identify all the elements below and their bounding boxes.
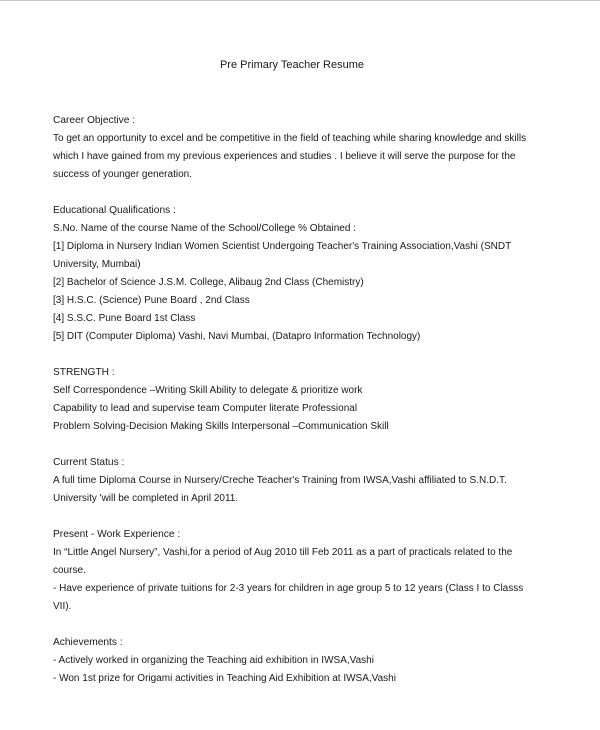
experience-line: - Have experience of private tuitions for 2-3 years for children in age group 5 to 12 years (Class I to Classs — [53, 583, 524, 594]
career-objective-line: To get an opportunity to excel and be competitive in the field of teaching while sharing knowledge and skills — [53, 133, 527, 144]
education-item: [5] DIT (Computer Diploma) Vashi, Navi Mumbai, (Datapro Information Technology) — [53, 331, 421, 342]
current-status-heading: Current Status : — [53, 457, 125, 468]
strength-line: Problem Solving-Decision Making Skills Interpersonal –Communication Skill — [53, 421, 389, 432]
education-item: [1] Diploma in Nursery Indian Women Scientist Undergoing Teacher's Training Association,Vashi (SNDT — [53, 241, 512, 252]
education-item: [2] Bachelor of Science J.S.M. College, Alibaug 2nd Class (Chemistry) — [53, 277, 364, 288]
education-item: [3] H.S.C. (Science) Pune Board , 2nd Class — [53, 295, 250, 306]
experience-section — [53, 526, 573, 616]
resume-body — [53, 112, 573, 706]
education-heading: Educational Qualifications : — [53, 205, 176, 216]
current-status-line: A full time Diploma Course in Nursery/Creche Teacher's Training from IWSA,Vashi affiliated to S.N.D.T. — [53, 475, 507, 486]
career-objective-section — [53, 112, 573, 184]
career-objective-line: which I have gained from my previous experiences and studies . I believe it will serve the purpose for the — [53, 151, 516, 162]
career-objective-line: success of younger generation. — [53, 169, 192, 180]
strength-line: Self Correspondence –Writing Skill Ability to delegate & prioritize work — [53, 385, 363, 396]
strength-line: Capability to lead and supervise team Computer literate Professional — [53, 403, 358, 414]
career-objective-heading: Career Objective : — [53, 115, 136, 126]
education-section — [53, 202, 573, 346]
page-title-text: Pre Primary Teacher Resume — [219, 59, 365, 71]
current-status-section — [53, 454, 573, 508]
achievements-section — [53, 634, 573, 688]
education-item: [4] S.S.C. Pune Board 1st Class — [53, 313, 196, 324]
education-columns-line: S.No. Name of the course Name of the School/College % Obtained : — [53, 223, 356, 234]
achievements-heading: Achievements : — [53, 637, 123, 648]
education-item: University, Mumbai) — [53, 259, 141, 270]
strength-heading: STRENGTH : — [53, 367, 115, 378]
achievements-line: - Actively worked in organizing the Teaching aid exhibition in IWSA,Vashi — [53, 655, 374, 666]
experience-line: course. — [53, 565, 86, 576]
experience-line: In “Little Angel Nursery”, Vashi,for a period of Aug 2010 till Feb 2011 as a part of practicals related to the — [53, 547, 513, 558]
achievements-line: - Won 1st prize for Origami activities in Teaching Aid Exhibition at IWSA,Vashi — [53, 673, 396, 684]
strength-section — [53, 364, 573, 436]
education-list — [53, 238, 573, 346]
experience-heading: Present - Work Experience : — [53, 529, 181, 540]
experience-line: VII). — [53, 601, 72, 612]
page-title — [0, 59, 600, 71]
current-status-line: University 'will be completed in April 2011. — [53, 493, 239, 504]
